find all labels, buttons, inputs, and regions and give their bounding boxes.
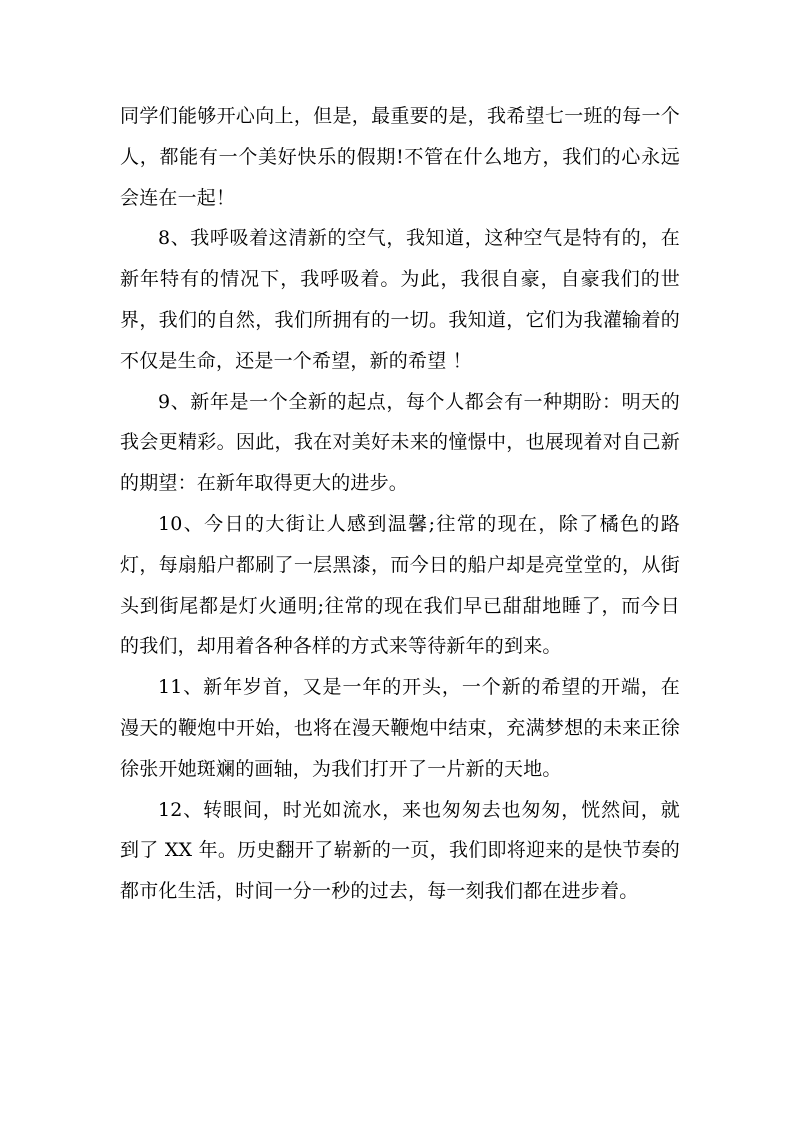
paragraph-continuation: 同学们能够开心向上，但是，最重要的是，我希望七一班的每一个人，都能有一个美好快乐的假期!不管在什么地方，我们的心永远会连在一起！ xyxy=(120,105,680,209)
paragraph-12: 12、转眼间，时光如流水，来也匆匆去也匆匆，恍然间，就到了 XX 年。历史翻开了崭新的一页，我们即将迎来的是快节奏的都市化生活，时间一分一秒的过去，每一刻我们都在进步着。 xyxy=(120,798,680,903)
document-body xyxy=(120,96,680,912)
paragraph-10: 10、今日的大街让人感到温馨;往常的现在，除了橘色的路灯，每扇船户都刷了一层黑漆，而今日的船户却是亮堂堂的，从街头到街尾都是灯火通明;往常的现在我们早已甜甜地睡了，而今日的我们，却用着各种各样的方式来等待新年的到来。 xyxy=(120,512,680,658)
paragraph-11: 11、新年岁首，又是一年的开头，一个新的希望的开端，在漫天的鞭炮中开始，也将在漫天鞭炮中结束，充满梦想的未来正徐徐张开她斑斓的画轴，为我们打开了一片新的天地。 xyxy=(120,676,680,780)
paragraph-8: 8、我呼吸着这清新的空气，我知道，这种空气是特有的，在新年特有的情况下，我呼吸着。为此，我很自豪，自豪我们的世界，我们的自然，我们所拥有的一切。我知道，它们为我灌输着的不仅是生命，还是一个希望，新的希望 ！ xyxy=(120,227,680,372)
paragraph-9: 9、新年是一个全新的起点，每个人都会有一种期盼：明天的我会更精彩。因此，我在对美好未来的憧憬中，也展现着对自己新的期望：在新年取得更大的进步。 xyxy=(120,390,680,495)
